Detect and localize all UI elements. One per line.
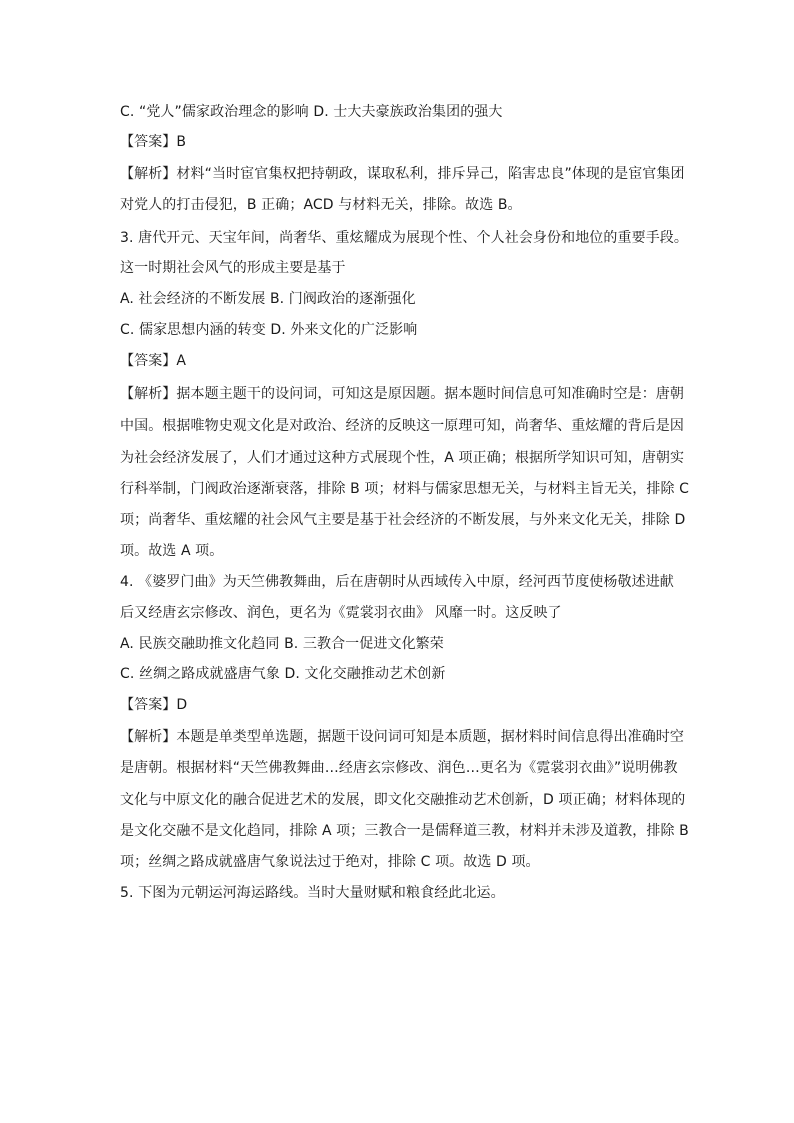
option-line: C. 丝绸之路成就盛唐气象 D. 文化交融推动艺术创新: [120, 666, 446, 682]
analysis-text: 项；丝绸之路成就盛唐气象说法过于绝对，排除 C 项。故选 D 项。: [120, 854, 540, 870]
question-text: 后又经唐玄宗修改、润色，更名为《霓裳羽衣曲》 风靡一时。这反映了: [120, 605, 562, 621]
analysis-text: 对党人的打击侵犯，B 正确；ACD 与材料无关，排除。故选 B。: [120, 197, 522, 213]
analysis-text: 【解析】材料“当时宦官集权把持朝政，谋取私利，排斥异己，陷害忠良”体现的是宦官集团: [120, 166, 685, 182]
analysis-text: 【解析】据本题主题干的设问词，可知这是原因题。据本题时间信息可知准确时空是：唐朝: [120, 386, 684, 402]
option-line: C. “党人”儒家政治理念的影响 D. 士大夫豪族政治集团的强大: [120, 104, 503, 120]
analysis-text: 行科举制，门阀政治逐渐衰落，排除 B 项；材料与儒家思想无关，与材料主旨无关，排除 C: [120, 481, 690, 497]
answer-label: 【答案】A: [120, 353, 187, 369]
answer-label: 【答案】D: [120, 697, 188, 713]
analysis-text: 中国。根据唯物史观文化是对政治、经济的反映这一原理可知，尚奢华、重炫耀的背后是因: [120, 418, 684, 434]
question-text: 5. 下图为元朝运河海运路线。当时大量财赋和粮食经此北运。: [120, 885, 505, 901]
analysis-text: 是文化交融不是文化趋同，排除 A 项；三教合一是儒释道三教，材料并未涉及道教，排除 B: [120, 823, 689, 839]
analysis-text: 项；尚奢华、重炫耀的社会风气主要是基于社会经济的不断发展，与外来文化无关，排除 D: [120, 512, 686, 528]
analysis-text: 项。故选 A 项。: [120, 543, 224, 559]
analysis-text: 【解析】本题是单类型单选题，据题干设问词可知是本质题，据材料时间信息得出准确时空: [120, 729, 684, 745]
option-line: A. 社会经济的不断发展 B. 门阀政治的逐渐强化: [120, 291, 416, 307]
question-text: 4. 《婆罗门曲》为天竺佛教舞曲，后在唐朝时从西域传入中原，经河西节度使杨敬述进献: [120, 574, 674, 590]
option-line: C. 儒家思想内涵的转变 D. 外来文化的广泛影响: [120, 322, 418, 338]
answer-label: 【答案】B: [120, 134, 187, 150]
analysis-text: 是唐朝。根据材料“天竺佛教舞曲…经唐玄宗修改、润色…更名为《霓裳羽衣曲》”说明佛教: [120, 760, 678, 776]
analysis-text: 文化与中原文化的融合促进艺术的发展，即文化交融推动艺术创新，D 项正确；材料体现的: [120, 792, 686, 808]
question-text: 这一时期社会风气的形成主要是基于: [120, 260, 346, 276]
question-text: 3. 唐代开元、天宝年间，尚奢华、重炫耀成为展现个性、个人社会身份和地位的重要手段。: [120, 230, 689, 246]
option-line: A. 民族交融助推文化趋同 B. 三教合一促进文化繁荣: [120, 636, 444, 652]
analysis-text: 为社会经济发展了，人们才通过这种方式展现个性，A 项正确；根据所学知识可知，唐朝实: [120, 450, 685, 466]
